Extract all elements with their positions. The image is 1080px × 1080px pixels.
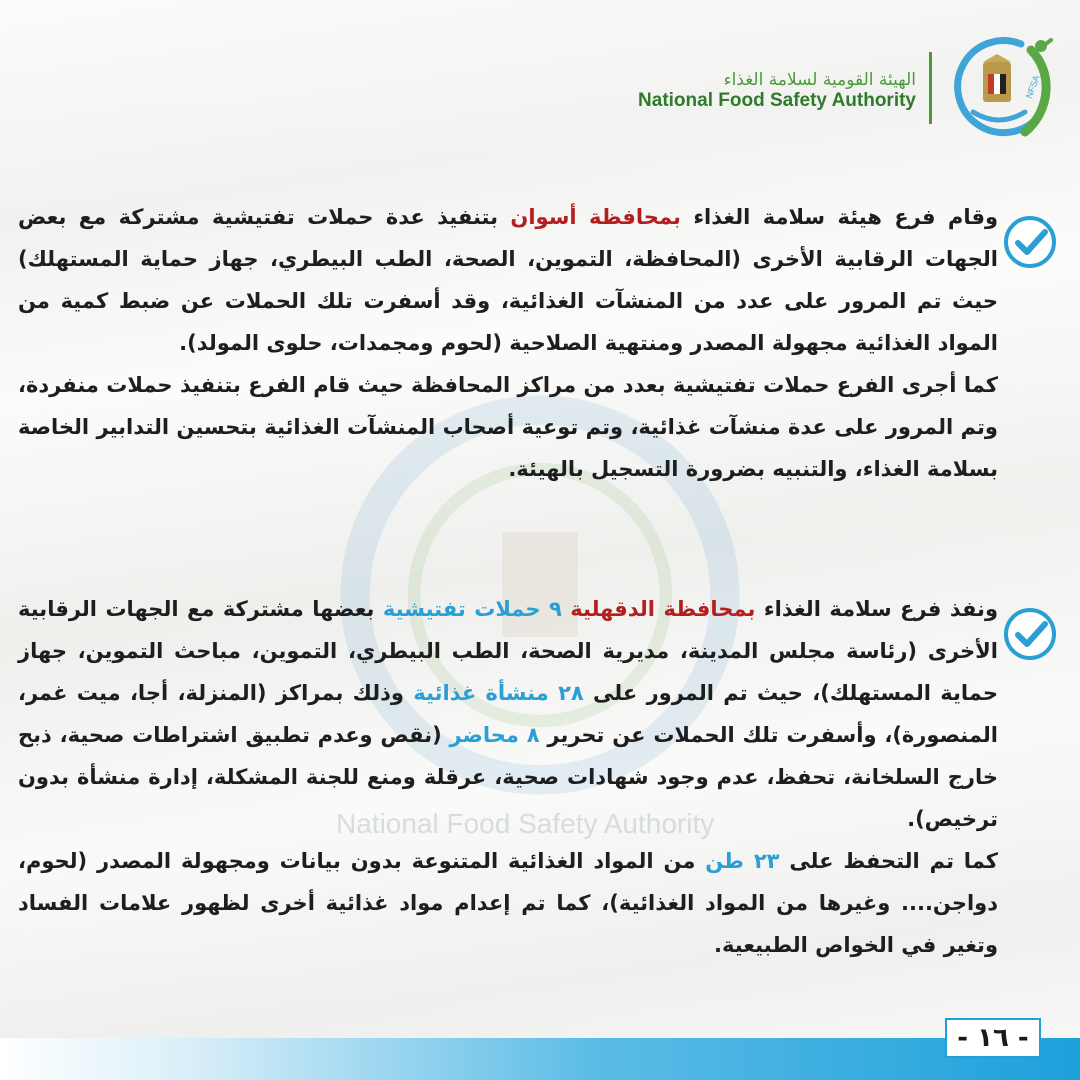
nfsa-logo — [943, 32, 1058, 142]
header — [618, 32, 1058, 142]
paragraph-aswan-campaigns — [18, 196, 998, 364]
check-circle-icon — [1002, 606, 1058, 662]
org-name-english: National Food Safety Authority — [638, 90, 916, 111]
text-run: من المواد الغذائية المتنوعة بدون بيانات ومجهولة المصدر (لحوم، دواجن.... وغيرها من المواد الغذائية)، كما تم إعدام مواد غذائية أخرى لظهور علامات الفساد وتغير في الخواص الطبيعية. — [18, 849, 998, 957]
page-number: - ١٦ - — [945, 1018, 1041, 1058]
text-run: بتنفيذ عدة حملات تفتيشية مشتركة مع بعض الجهات الرقابية الأخرى (المحافظة، التموين، الصحة، الطب البيطري، جهاز حماية المستهلك) حيث تم المرور على عدد من المنشآت الغذائية، وقد أسفرت تلك الحملات عن ضبط كمية من المواد الغذائية مجهولة المصدر ومنتهية الصلاحية (لحوم ومجمدات، حلوى المولد). — [18, 205, 998, 355]
text-run: بعضها مشتركة مع الجهات الرقابية الأخرى (رئاسة مجلس المدينة، مديرية الصحة، الطب البيطري، التموين، مباحث التموين، جهاز حماية المستهلك)، حيث تم المرور على — [18, 597, 998, 705]
paragraph-dakahlia-seizure — [18, 840, 998, 966]
text-run: وقام فرع هيئة سلامة الغذاء — [680, 205, 999, 229]
highlight-aswan: بمحافظة أسوان — [510, 205, 681, 229]
section-dakahlia — [18, 588, 998, 966]
highlight-reports-count: ٨ محاضر — [449, 723, 540, 747]
paragraph-aswan-individual: كما أجرى الفرع حملات تفتيشية بعدد من مراكز المحافظة حيث قام الفرع بتنفيذ حملات منفردة، وتم المرور على عدة منشآت غذائية، وتم توعية أصحاب المنشآت الغذائية بتحسين التدابير الخاصة بسلامة الغذاء، والتنبيه بضرورة التسجيل بالهيئة. — [18, 373, 998, 481]
org-name-arabic: الهيئة القومية لسلامة الغذاء — [723, 70, 916, 90]
header-divider — [929, 52, 932, 124]
text-run: (نقص وعدم تطبيق اشتراطات صحية، ذبح خارج السلخانة، تحفظ، عدم وجود شهادات صحية، عرقلة ومنع للجنة المشكلة، إدارة منشأة بدون ترخيص). — [18, 723, 998, 831]
section-aswan — [18, 196, 998, 490]
highlight-tons: ٢٣ طن — [705, 849, 780, 873]
text-run: وذلك بمراكز (المنزلة، أجا، ميت غمر، المنصورة)، وأسفرت تلك الحملات عن تحرير — [18, 681, 998, 747]
logo-nfsa-text: NFSA — [1023, 73, 1042, 100]
text-run: ونفذ فرع سلامة الغذاء — [755, 597, 998, 621]
highlight-campaigns-count: ٩ حملات تفتيشية — [382, 597, 571, 621]
footer-bar — [0, 1038, 1080, 1080]
highlight-facilities-count: ٢٨ منشأة غذائية — [413, 681, 584, 705]
highlight-dakahlia: بمحافظة الدقهلية — [570, 597, 756, 621]
paragraph-dakahlia-campaigns — [18, 588, 998, 840]
watermark-text: National Food Safety Authority — [336, 808, 715, 839]
text-run: كما تم التحفظ على — [779, 849, 998, 873]
check-circle-icon — [1002, 214, 1058, 270]
